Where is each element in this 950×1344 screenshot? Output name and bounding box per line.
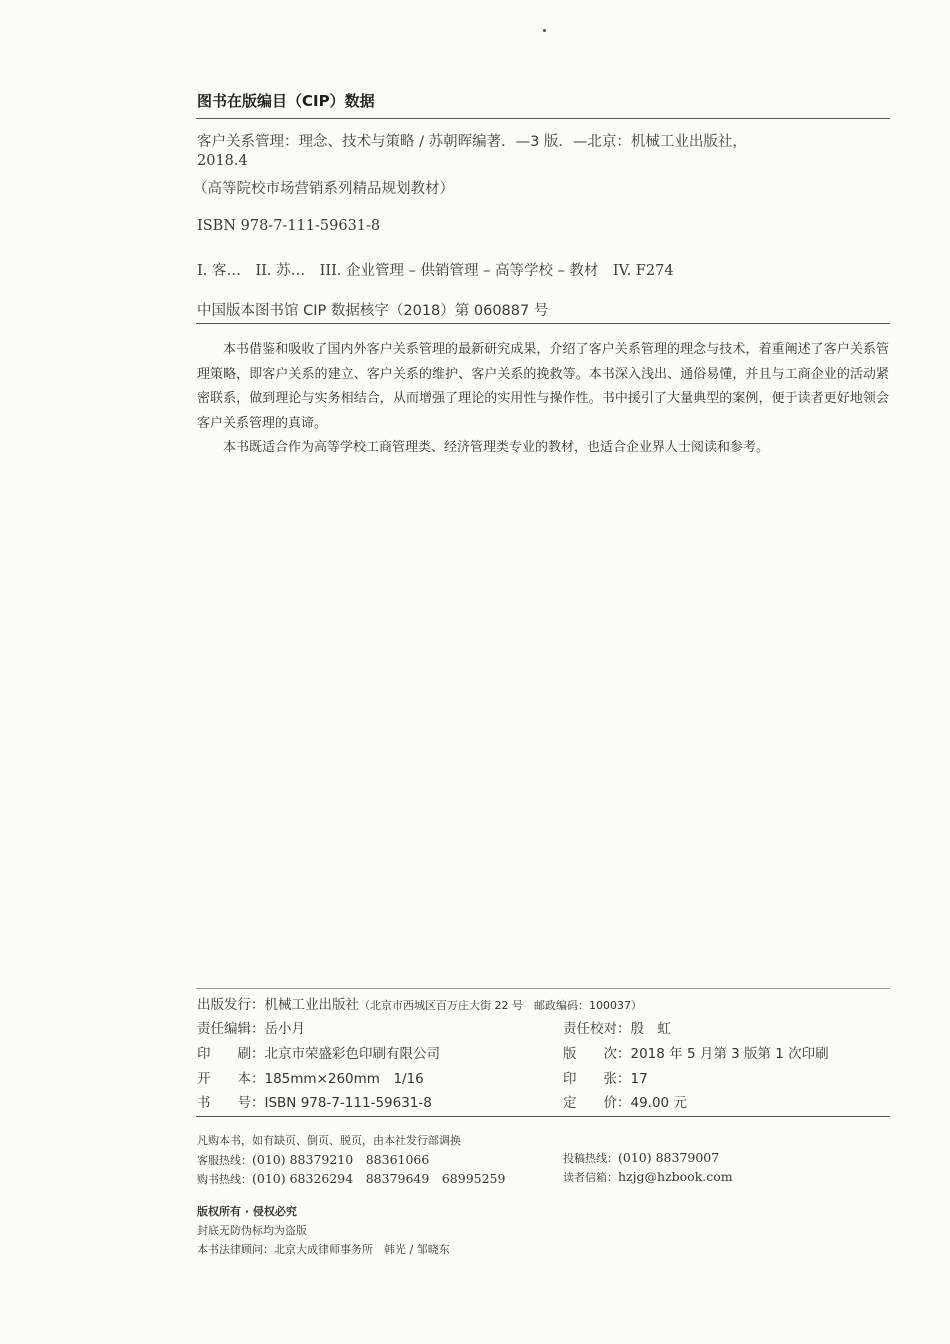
sheets-value: 17 (630, 1071, 648, 1087)
sheets-row (563, 1067, 648, 1087)
service-hotline-label: 客服热线： (197, 1154, 252, 1167)
format-row (197, 1067, 424, 1087)
cip-isbn: ISBN 978-7-111-59631-8 (197, 218, 381, 234)
order-hotline-value: (010) 68326294 88379649 68995259 (252, 1171, 506, 1186)
editor-label: 责任编辑： (197, 1021, 265, 1037)
format-label: 开 本： (197, 1071, 265, 1087)
reader-email-row (563, 1169, 733, 1185)
book-number-row (197, 1091, 432, 1111)
divider-publication-top (196, 988, 890, 989)
editor-row (197, 1017, 305, 1037)
divider-cip-bottom (196, 323, 890, 324)
cip-title: 图书在版编目（CIP）数据 (197, 92, 375, 110)
printer-label: 印 刷： (197, 1046, 265, 1062)
reader-email-label: 读者信箱： (563, 1171, 618, 1184)
service-hotline-row (197, 1150, 429, 1168)
legal-counsel: 本书法律顾问：北京大成律师事务所 韩光 / 邹晓东 (197, 1243, 450, 1256)
edition-value: 2018 年 5 月第 3 版第 1 次印刷 (630, 1046, 829, 1062)
submission-hotline-value: (010) 88379007 (618, 1150, 720, 1165)
order-hotline-label: 购书热线： (197, 1173, 252, 1186)
edition-row (563, 1042, 829, 1062)
copyright-notice: 版权所有 · 侵权必究 (197, 1205, 297, 1218)
proofreader-label: 责任校对： (563, 1021, 631, 1037)
printer-name: 北京市荣盛彩色印刷有限公司 (264, 1046, 440, 1062)
publisher-row (197, 993, 642, 1013)
price-row (563, 1091, 687, 1111)
edition-label: 版 次： (563, 1046, 631, 1062)
proofreader-name: 殷 虹 (630, 1021, 671, 1037)
cip-series: （高等院校市场营销系列精品规划教材） (193, 181, 454, 197)
submission-hotline-row (563, 1150, 719, 1166)
service-hotline-value: (010) 88379210 88361066 (252, 1152, 430, 1167)
book-number-label: 书 号： (197, 1095, 265, 1111)
anti-piracy-notice: 封底无防伪标均为盗版 (197, 1224, 307, 1237)
cip-line-2: 2018.4 (197, 153, 248, 169)
book-summary (197, 338, 889, 461)
divider-top (196, 118, 890, 119)
reader-email-value: hzjg@hzbook.com (618, 1169, 733, 1184)
cip-classification: I. 客… II. 苏… III. 企业管理 – 供销管理 – 高等学校 – 教材 IV. F274 (197, 263, 674, 279)
publisher-label: 出版发行： (197, 997, 265, 1013)
printer-row (197, 1042, 440, 1062)
book-number-value: ISBN 978-7-111-59631-8 (264, 1095, 432, 1111)
editor-name: 岳小月 (264, 1021, 305, 1037)
summary-paragraph-1: 本书借鉴和吸收了国内外客户关系管理的最新研究成果，介绍了客户关系管理的理念与技术，着重阐述了客户关系管理策略，即客户关系的建立、客户关系的维护、客户关系的挽救等。本书深入浅出、通俗易懂，并且与工商企业的活动紧密联系，做到理论与实务相结合，从而增强了理论的实用性与操作性。书中援引了大量典型的案例，便于读者更好地领会客户关系管理的真谛。 (197, 342, 889, 431)
submission-hotline-label: 投稿热线： (563, 1152, 618, 1165)
proofreader-row (563, 1017, 671, 1037)
divider-publication-bottom (196, 1116, 890, 1117)
price-value: 49.00 元 (630, 1095, 687, 1111)
defect-notice: 凡购本书，如有缺页、倒页、脱页，由本社发行部调换 (197, 1134, 461, 1147)
print-speck (543, 29, 546, 32)
order-hotline-row (197, 1169, 505, 1187)
cip-line-1: 客户关系管理：理念、技术与策略 / 苏朝晖编著．—3 版．—北京：机械工业出版社， (197, 134, 747, 150)
sheets-label: 印 张： (563, 1071, 631, 1087)
price-label: 定 价： (563, 1095, 631, 1111)
publisher-address: （北京市西城区百万庄大街 22 号 邮政编码：100037） (359, 999, 642, 1012)
cip-data-number: 中国版本图书馆 CIP 数据核字（2018）第 060887 号 (197, 303, 549, 319)
summary-paragraph-2: 本书既适合作为高等学校工商管理类、经济管理类专业的教材，也适合企业界人士阅读和参考。 (223, 440, 770, 455)
format-value: 185mm×260mm 1/16 (264, 1071, 424, 1087)
publisher-name: 机械工业出版社 (264, 997, 359, 1013)
